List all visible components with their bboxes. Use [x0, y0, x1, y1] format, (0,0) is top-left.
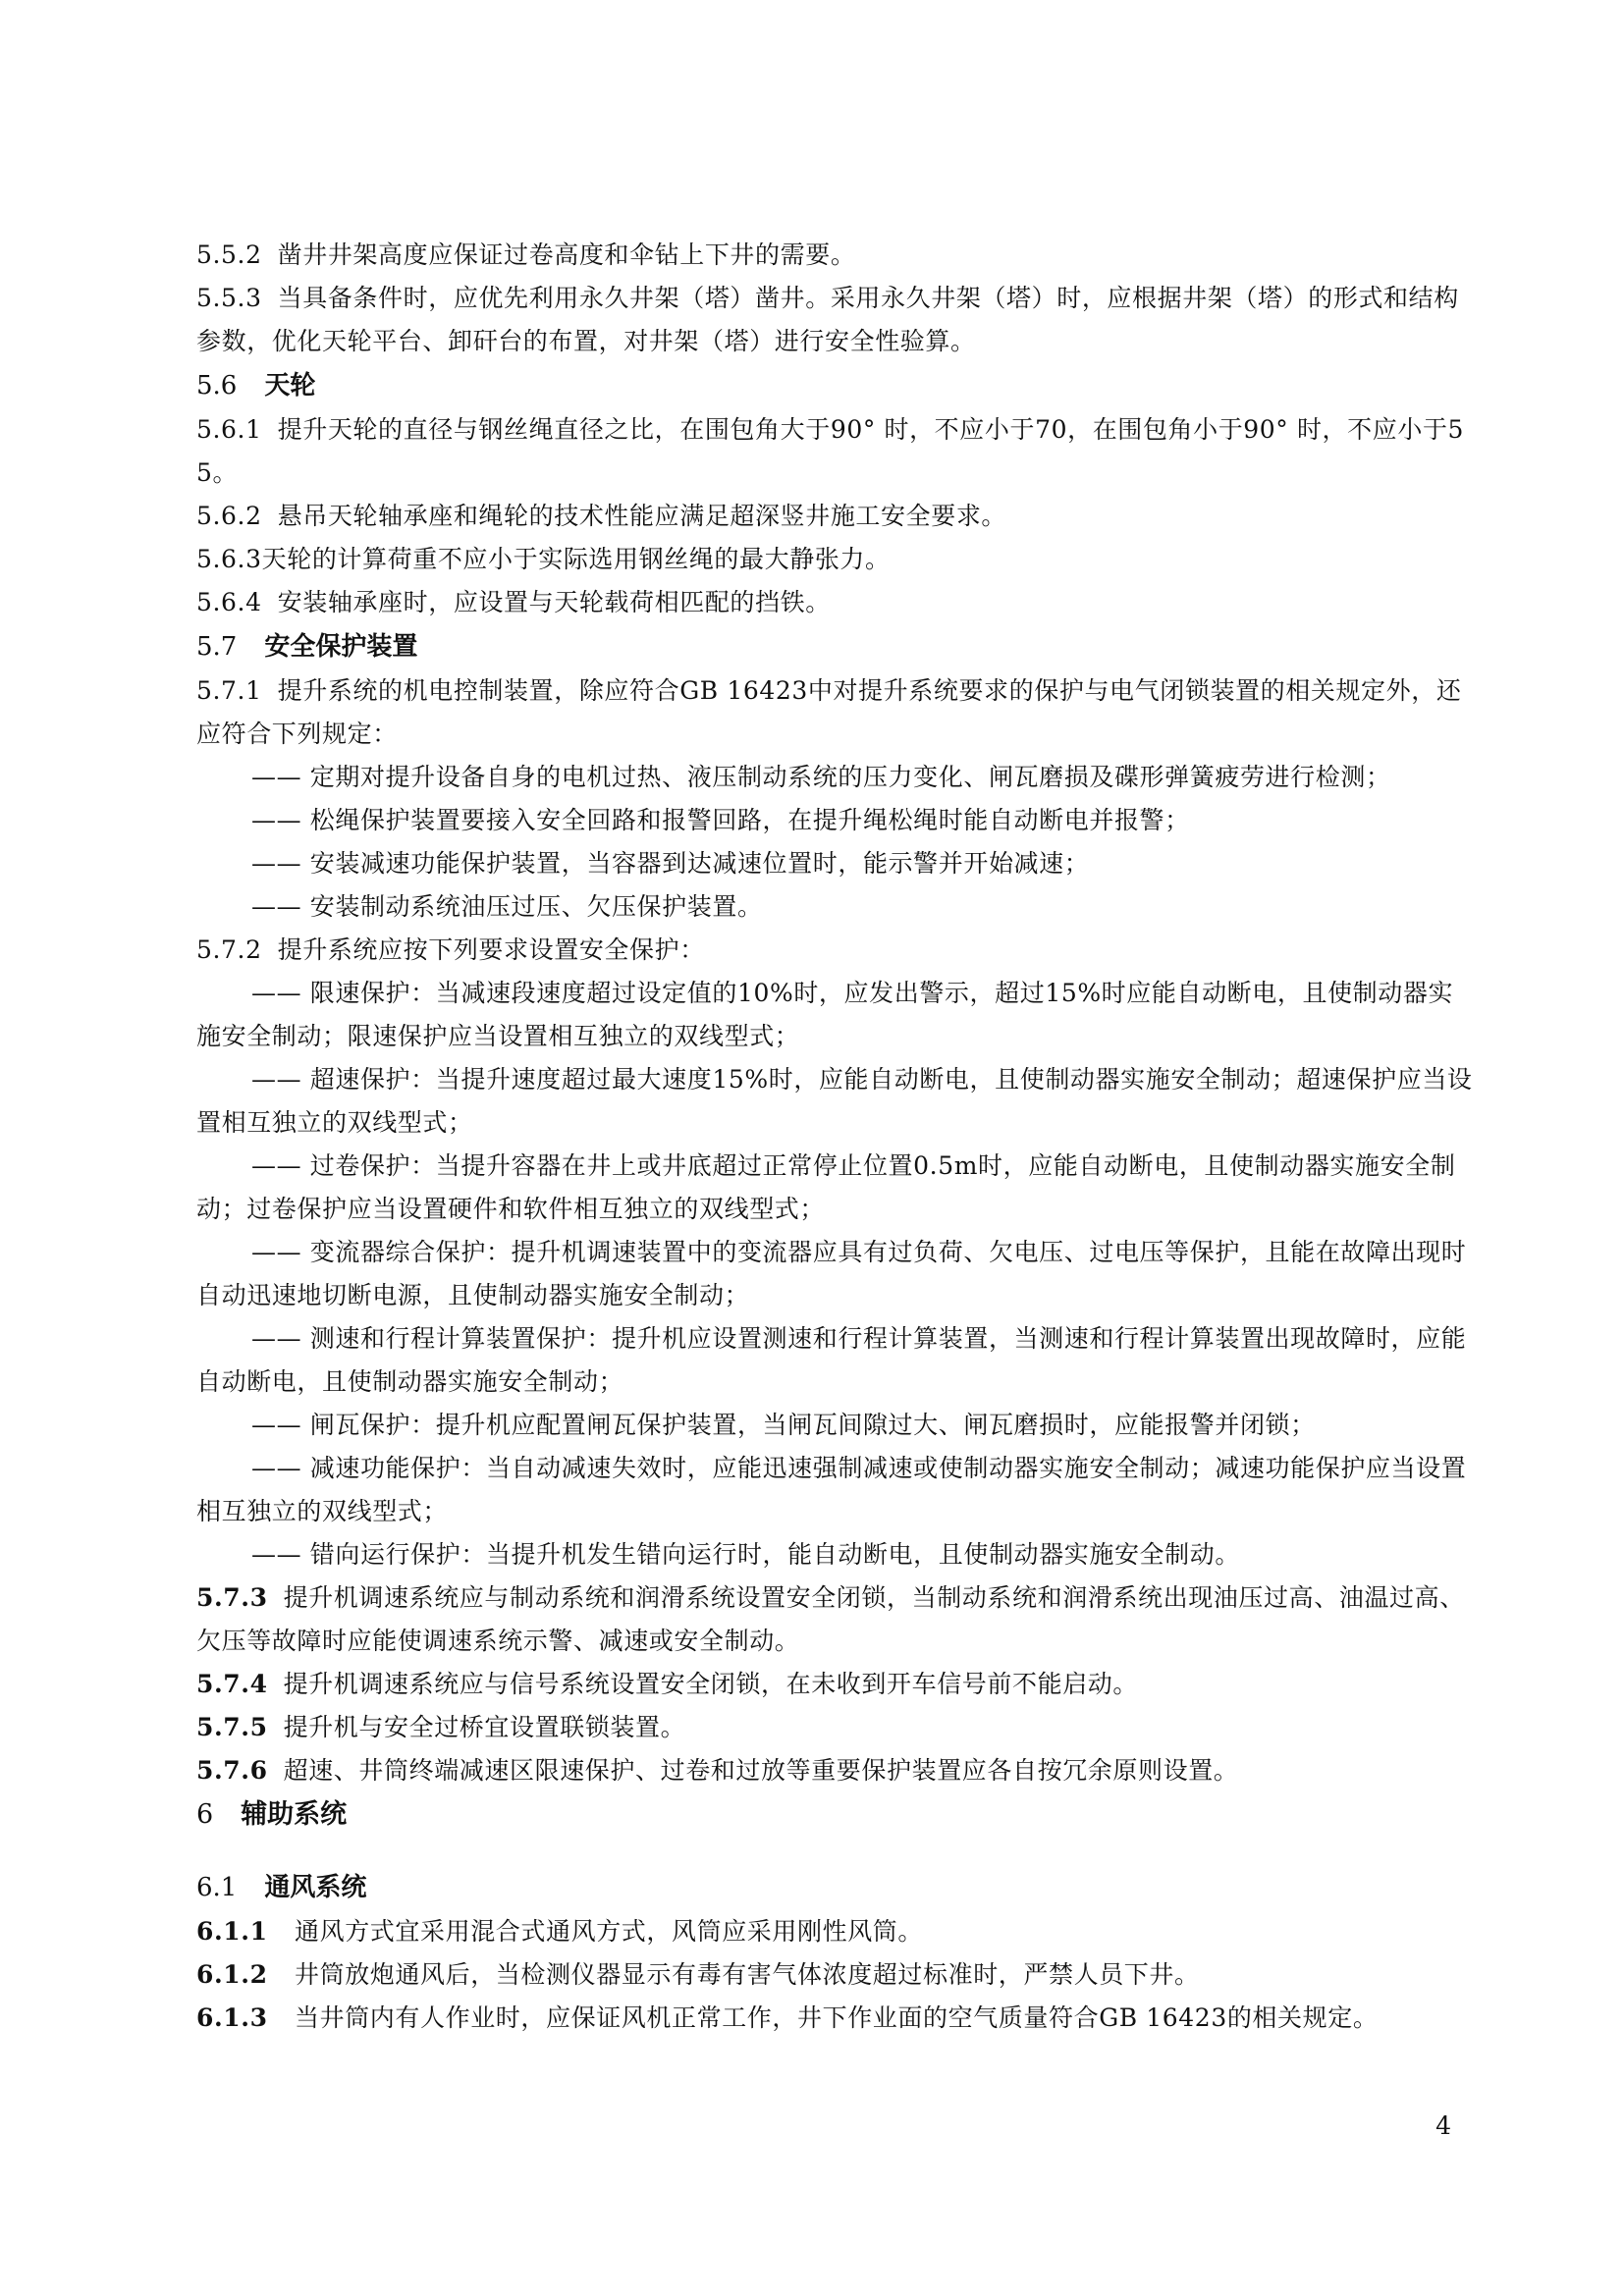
list-item-5-7-2-a: —— 限速保护：当减速段速度超过设定值的10%时，应发出警示，超过15%时应能自动断电，且使制动器实施安全制动；限速保护应当设置相互独立的双线型式；: [196, 979, 1454, 1050]
document-body: [196, 234, 1473, 2040]
clause-number: 5.6.3: [196, 545, 262, 573]
page-number: 4: [1435, 2111, 1451, 2140]
list-item-5-7-2-b: —— 超速保护：当提升速度超过最大速度15%时，应能自动断电，且使制动器实施安全制动；超速保护应当设置相互独立的双线型式；: [196, 1065, 1473, 1137]
clause-5-6-4: [196, 581, 1473, 624]
clause-number: 5.7.3: [196, 1583, 268, 1612]
clause-text: 当具备条件时，应优先利用永久井架（塔）凿井。采用永久井架（塔）时，应根据井架（塔）的形式和结构参数，优化天轮平台、卸矸台的布置，对井架（塔）进行安全性验算。: [196, 284, 1459, 355]
clause-5-7-6: [196, 1749, 1473, 1792]
section-6-1-heading: [196, 1865, 1473, 1910]
clause-text: 提升系统的机电控制装置，除应符合GB 16423中对提升系统要求的保护与电气闭锁装置的相关规定外，还应符合下列规定：: [196, 676, 1462, 748]
list-item-5-7-2-d: —— 变流器综合保护：提升机调速装置中的变流器应具有过负荷、欠电压、过电压等保护，且能在故障出现时自动迅速地切断电源，且使制动器实施安全制动；: [196, 1238, 1467, 1309]
clause-number: 5.5.2: [196, 240, 262, 269]
clause-text: 提升天轮的直径与钢丝绳直径之比，在围包角大于90° 时，不应小于70，在围包角小于90° 时，不应小于55。: [196, 415, 1465, 487]
clause-text: 安装轴承座时，应设置与天轮载荷相匹配的挡铁。: [277, 588, 831, 616]
list-item-5-7-1-a: —— 定期对提升设备自身的电机过热、液压制动系统的压力变化、闸瓦磨损及碟形弹簧疲劳进行检测；: [251, 763, 1391, 791]
list-item-5-7-2-c: —— 过卷保护：当提升容器在井上或井底超过正常停止位置0.5m时，应能自动断电，且使制动器实施安全制动；过卷保护应当设置硬件和软件相互独立的双线型式；: [196, 1151, 1456, 1223]
list-item-5-7-1-d: —— 安装制动系统油压过压、欠压保护装置。: [251, 892, 763, 921]
section-number: 5.6: [196, 371, 238, 400]
clause-number: 6.1.2: [196, 1960, 268, 1989]
clause-text: 井筒放炮通风后，当检测仪器显示有毒有害气体浓度超过标准时，严禁人员下井。: [295, 1960, 1200, 1989]
clause-text: 当井筒内有人作业时，应保证风机正常工作，井下作业面的空气质量符合GB 16423的相关规定。: [295, 2003, 1379, 2032]
section-number: 5.7: [196, 632, 238, 662]
clause-text: 提升机调速系统应与制动系统和润滑系统设置安全闭锁，当制动系统和润滑系统出现油压过高、油温过高、欠压等故障时应能使调速系统示警、减速或安全制动。: [196, 1583, 1465, 1655]
clause-number: 5.6.4: [196, 588, 262, 616]
clause-5-7-1: [196, 669, 1473, 756]
clause-text: 提升机与安全过桥宜设置联锁装置。: [283, 1713, 686, 1741]
clause-5-6-1: [196, 408, 1473, 495]
list-item-5-7-2-g: —— 减速功能保护：当自动减速失效时，应能迅速强制减速或使制动器实施安全制动；减速功能保护应当设置相互独立的双线型式；: [196, 1454, 1467, 1525]
clause-number: 5.7.5: [196, 1713, 268, 1741]
clause-number: 6.1.3: [196, 2003, 268, 2032]
clause-5-6-3: [196, 538, 1473, 581]
clause-5-6-2: [196, 495, 1473, 538]
section-5-6-heading: [196, 363, 1473, 408]
clause-5-5-2: [196, 234, 1473, 277]
section-title: 天轮: [264, 371, 316, 400]
section-number: 6.1: [196, 1873, 238, 1902]
list-item-5-7-2-e: —— 测速和行程计算装置保护：提升机应设置测速和行程计算装置，当测速和行程计算装置出现故障时，应能自动断电，且使制动器实施安全制动；: [196, 1324, 1467, 1396]
clause-6-1-3: [196, 1997, 1473, 2040]
list-item-5-7-1-c: —— 安装减速功能保护装置，当容器到达减速位置时，能示警并开始减速；: [251, 849, 1090, 878]
list-item-5-7-1-b: —— 松绳保护装置要接入安全回路和报警回路，在提升绳松绳时能自动断电并报警；: [251, 806, 1190, 834]
clause-number: 5.7.2: [196, 935, 262, 964]
clause-number: 5.6.2: [196, 502, 262, 530]
clause-text: 天轮的计算荷重不应小于实际选用钢丝绳的最大静张力。: [261, 545, 891, 573]
clause-6-1-2: [196, 1953, 1473, 1997]
clause-number: 5.7.6: [196, 1756, 268, 1785]
clause-text: 通风方式宜采用混合式通风方式，风筒应采用刚性风筒。: [295, 1917, 924, 1946]
clause-number: 5.7.1: [196, 676, 262, 705]
clause-6-1-1: [196, 1910, 1473, 1953]
clause-text: 超速、井筒终端减速区限速保护、过卷和过放等重要保护装置应各自按冗余原则设置。: [283, 1756, 1239, 1785]
clause-number: 5.7.4: [196, 1670, 268, 1698]
list-item-5-7-2-h: —— 错向运行保护：当提升机发生错向运行时，能自动断电，且使制动器实施安全制动。: [251, 1540, 1240, 1569]
list-item-5-7-2-f: —— 闸瓦保护：提升机应配置闸瓦保护装置，当闸瓦间隙过大、闸瓦磨损时，应能报警并闭锁；: [251, 1411, 1316, 1439]
clause-text: 提升机调速系统应与信号系统设置安全闭锁，在未收到开车信号前不能启动。: [283, 1670, 1138, 1698]
clause-text: 悬吊天轮轴承座和绳轮的技术性能应满足超深竖井施工安全要求。: [277, 502, 1007, 530]
section-title: 通风系统: [264, 1873, 367, 1902]
clause-number: 5.5.3: [196, 284, 262, 312]
clause-number: 6.1.1: [196, 1917, 268, 1946]
chapter-6-heading: [196, 1792, 1473, 1838]
section-5-7-heading: [196, 624, 1473, 669]
clause-text: 提升系统应按下列要求设置安全保护：: [277, 935, 705, 964]
clause-5-7-4: [196, 1663, 1473, 1706]
clause-text: 凿井井架高度应保证过卷高度和伞钻上下井的需要。: [277, 240, 856, 269]
clause-number: 5.6.1: [196, 415, 262, 444]
clause-5-7-5: [196, 1706, 1473, 1749]
chapter-title: 辅助系统: [241, 1799, 348, 1830]
chapter-number: 6: [196, 1799, 214, 1830]
clause-5-7-2: [196, 929, 1473, 972]
clause-5-7-3: [196, 1576, 1473, 1663]
section-title: 安全保护装置: [264, 632, 418, 662]
clause-5-5-3: [196, 277, 1473, 363]
